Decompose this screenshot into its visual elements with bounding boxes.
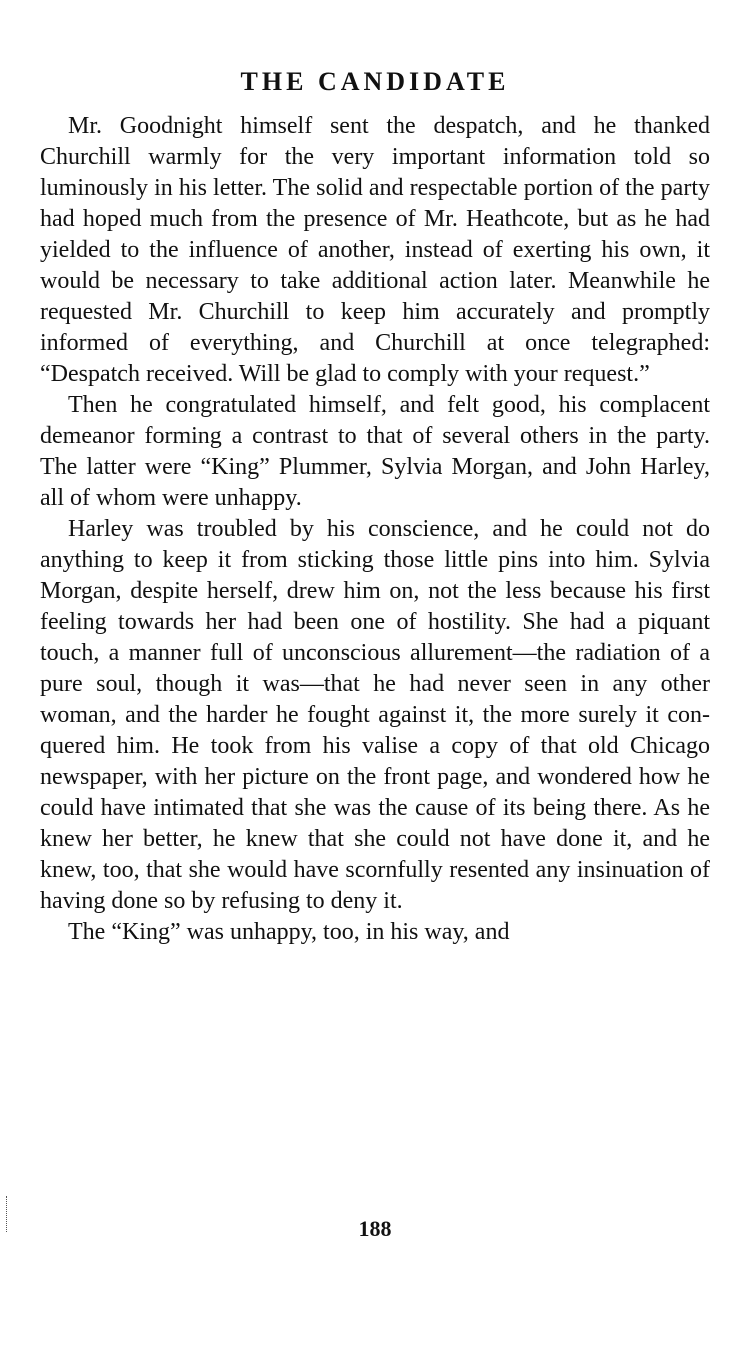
book-page [40,66,710,948]
running-head: THE CANDIDATE [240,67,510,96]
paragraph: The “King” was unhappy, too, in his way, and [68,919,510,946]
paragraph: Mr. Goodnight himself sent the despatch, and he thanked Churchill warmly for the very important information told so luminously in his letter. The solid and respectable portion of the party had hoped much from the presence of Mr. Heathcote, but as he had yielded to the influence of another, instead of exerting his own, it would be necessary to take additional action later. Meanwhile he requested Mr. Churchill to keep him accurately and promptly informed of everything, and Churchill at once telegraphed: “Despatch received. Will be glad to comply with your request.” [40,113,710,388]
body-text [40,111,710,948]
page-number: 188 [358,1216,392,1241]
paragraph: Harley was troubled by his conscience, and he could not do anything to keep it from sticking those little pins into him. Sylvia Morgan, despite herself, drew him on, not the less because his first feeling towards her had been one of hostility. She had a piquant touch, a manner full of unconscious allurement—the radiation of a pure soul, though it was—that he had never seen in any other woman, and the harder he fought against it, the more surely it conquered him. He took from his valise a copy of that old Chicago newspaper, with her picture on the front page, and wondered how he could have intimated that she was the cause of its being there. As he knew her better, he knew that she could not have done it, and he knew, too, that she would have scornfully resented any insinuation of having done so by refusing to deny it. [40,516,710,915]
paragraph: Then he congratulated himself, and felt good, his complacent demeanor forming a contrast to that of several others in the party. The latter were “King” Plummer, Sylvia Morgan, and John Harley, all of whom were unhappy. [40,392,710,512]
